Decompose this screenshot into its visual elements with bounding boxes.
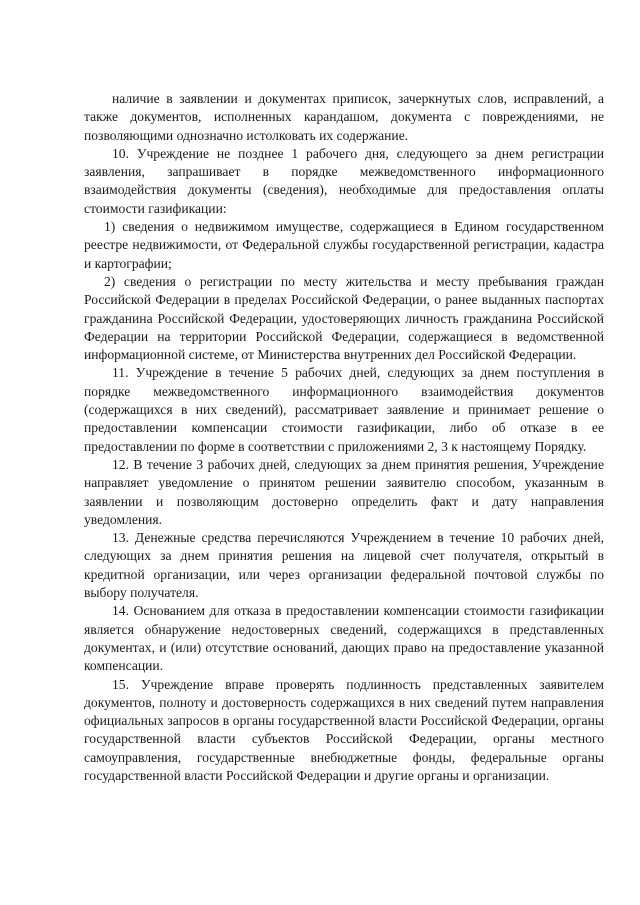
- paragraph-12: 12. В течение 3 рабочих дней, следующих за днем принятия решения, Учреждение направляет уведомление о принятом решении заявителю способом, указанным в заявлении и позволяющим достоверно определить факт и дату направления уведомления.: [84, 456, 604, 527]
- paragraph-continuation: наличие в заявлении и документах приписок, зачеркнутых слов, исправлений, а также документов, исполненных карандашом, документа с повреждениями, не позволяющими однозначно истолковать их содержание.: [84, 91, 604, 143]
- paragraph-10-item-2: 2) сведения о регистрации по месту жительства и месту пребывания граждан Российской Федерации в пределах Российской Федерации, о ранее выданных паспортах гражданина Российской Федерации, удостоверяющих личность гражданина Российской Федерации на территории Российской Федерации, содержащиеся в ведомственной информационной системе, от Министерства внутренних дел Российской Федерации.: [84, 273, 604, 363]
- document-page: [84, 90, 604, 785]
- paragraph-13: 13. Денежные средства перечисляются Учреждением в течение 10 рабочих дней, следующих за днем принятия решения на лицевой счет получателя, открытый в кредитной организации, или через организации федеральной почтовой службы по выбору получателя.: [84, 530, 604, 601]
- paragraph-10-item-1: 1) сведения о недвижимом имуществе, содержащиеся в Едином государственном реестре недвижимости, от Федеральной службы государственной регистрации, кадастра и картографии;: [84, 219, 604, 271]
- paragraph-15: 15. Учреждение вправе проверять подлинность представленных заявителем документов, полноту и достоверность содержащихся в них сведений путем направления официальных запросов в органы государственной власти Российской Федерации, органы государственной власти субъектов Российской Федерации, органы местного самоуправления, государственные внебюджетные фонды, федеральные органы государственной власти Российской Федерации и другие органы и организации.: [84, 676, 604, 783]
- paragraph-14: 14. Основанием для отказа в предоставлении компенсации стоимости газификации является обнаружение недостоверных сведений, содержащихся в представленных документах, и (или) отсутствие оснований, дающих право на предоставление указанной компенсации.: [84, 603, 604, 674]
- paragraph-11: 11. Учреждение в течение 5 рабочих дней, следующих за днем поступления в порядке межведомственного информационного взаимодействия документов (содержащихся в них сведений), рассматривает заявление и принимает решение о предоставлении компенсации стоимости газификации, либо об отказе в ее предоставлении по форме в соответствии с приложениями 2, 3 к настоящему Порядку.: [84, 365, 604, 454]
- paragraph-10: 10. Учреждение не позднее 1 рабочего дня, следующего за днем регистрации заявления, запрашивает в порядке межведомственного информационного взаимодействия документы (сведения), необходимые для предоставления оплаты стоимости газификации:: [84, 145, 604, 216]
